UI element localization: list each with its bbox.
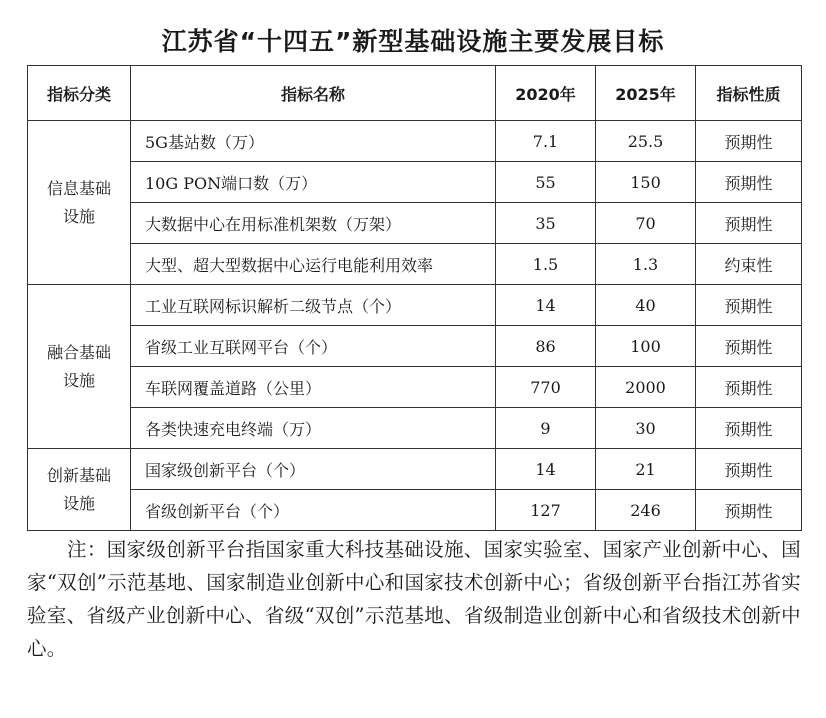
value-2025: 21 (596, 449, 696, 490)
value-2025: 30 (596, 408, 696, 449)
table-row (28, 326, 802, 367)
value-2020: 86 (496, 326, 596, 367)
indicator-nature: 预期性 (696, 367, 802, 408)
category-label-line1: 创新基础 (46, 465, 111, 485)
header-category: 指标分类 (28, 66, 131, 121)
category-label-line2: 设施 (62, 493, 95, 513)
value-2025: 70 (596, 203, 696, 244)
header-indicator-name: 指标名称 (131, 66, 496, 121)
value-2025: 150 (596, 162, 696, 203)
indicator-nature: 预期性 (696, 203, 802, 244)
category-label-line2: 设施 (62, 206, 95, 226)
value-2025: 25.5 (596, 121, 696, 162)
targets-table (27, 65, 802, 531)
footnote-label: 注： (67, 538, 107, 561)
table-row (28, 285, 802, 326)
indicator-name: 省级创新平台（个） (131, 490, 496, 531)
value-2020: 14 (496, 285, 596, 326)
category-cell (28, 121, 131, 285)
indicator-name: 各类快速充电终端（万） (131, 408, 496, 449)
value-2025: 2000 (596, 367, 696, 408)
value-2025: 1.3 (596, 244, 696, 285)
indicator-name: 车联网覆盖道路（公里） (131, 367, 496, 408)
table-row (28, 449, 802, 490)
value-2020: 14 (496, 449, 596, 490)
table-row (28, 203, 802, 244)
table-row (28, 490, 802, 531)
value-2020: 9 (496, 408, 596, 449)
category-label-line2: 设施 (62, 370, 95, 390)
indicator-nature: 预期性 (696, 326, 802, 367)
table-row (28, 121, 802, 162)
indicator-name: 大型、超大型数据中心运行电能利用效率 (131, 244, 496, 285)
indicator-nature: 约束性 (696, 244, 802, 285)
value-2025: 40 (596, 285, 696, 326)
indicator-nature: 预期性 (696, 408, 802, 449)
header-2025: 2025年 (596, 66, 696, 121)
category-label-line1: 融合基础 (46, 342, 111, 362)
table-row (28, 162, 802, 203)
footnote (27, 533, 801, 665)
value-2020: 127 (496, 490, 596, 531)
table-row (28, 367, 802, 408)
indicator-nature: 预期性 (696, 121, 802, 162)
indicator-nature: 预期性 (696, 449, 802, 490)
value-2025: 100 (596, 326, 696, 367)
page-title: 江苏省“十四五”新型基础设施主要发展目标 (161, 27, 665, 56)
value-2020: 55 (496, 162, 596, 203)
indicator-name: 工业互联网标识解析二级节点（个） (131, 285, 496, 326)
indicator-nature: 预期性 (696, 490, 802, 531)
category-cell (28, 285, 131, 449)
indicator-name: 10G PON端口数（万） (131, 162, 496, 203)
header-2020: 2020年 (496, 66, 596, 121)
value-2025: 246 (596, 490, 696, 531)
indicator-nature: 预期性 (696, 285, 802, 326)
table-row (28, 408, 802, 449)
header-nature: 指标性质 (696, 66, 802, 121)
value-2020: 35 (496, 203, 596, 244)
table-row (28, 244, 802, 285)
footnote-text: 国家级创新平台指国家重大科技基础设施、国家实验室、国家产业创新中心、国家“双创”示范基地、国家制造业创新中心和国家技术创新中心；省级创新平台指江苏省实验室、省级产业创新中心、省级“双创”示范基地、省级制造业创新中心和省级技术创新中心。 (27, 538, 801, 660)
indicator-name: 大数据中心在用标准机架数（万架） (131, 203, 496, 244)
indicator-name: 5G基站数（万） (131, 121, 496, 162)
indicator-name: 省级工业互联网平台（个） (131, 326, 496, 367)
indicator-name: 国家级创新平台（个） (131, 449, 496, 490)
indicator-nature: 预期性 (696, 162, 802, 203)
value-2020: 7.1 (496, 121, 596, 162)
category-label-line1: 信息基础 (46, 178, 111, 198)
category-cell (28, 449, 131, 531)
table-header-row (28, 66, 802, 121)
value-2020: 770 (496, 367, 596, 408)
value-2020: 1.5 (496, 244, 596, 285)
